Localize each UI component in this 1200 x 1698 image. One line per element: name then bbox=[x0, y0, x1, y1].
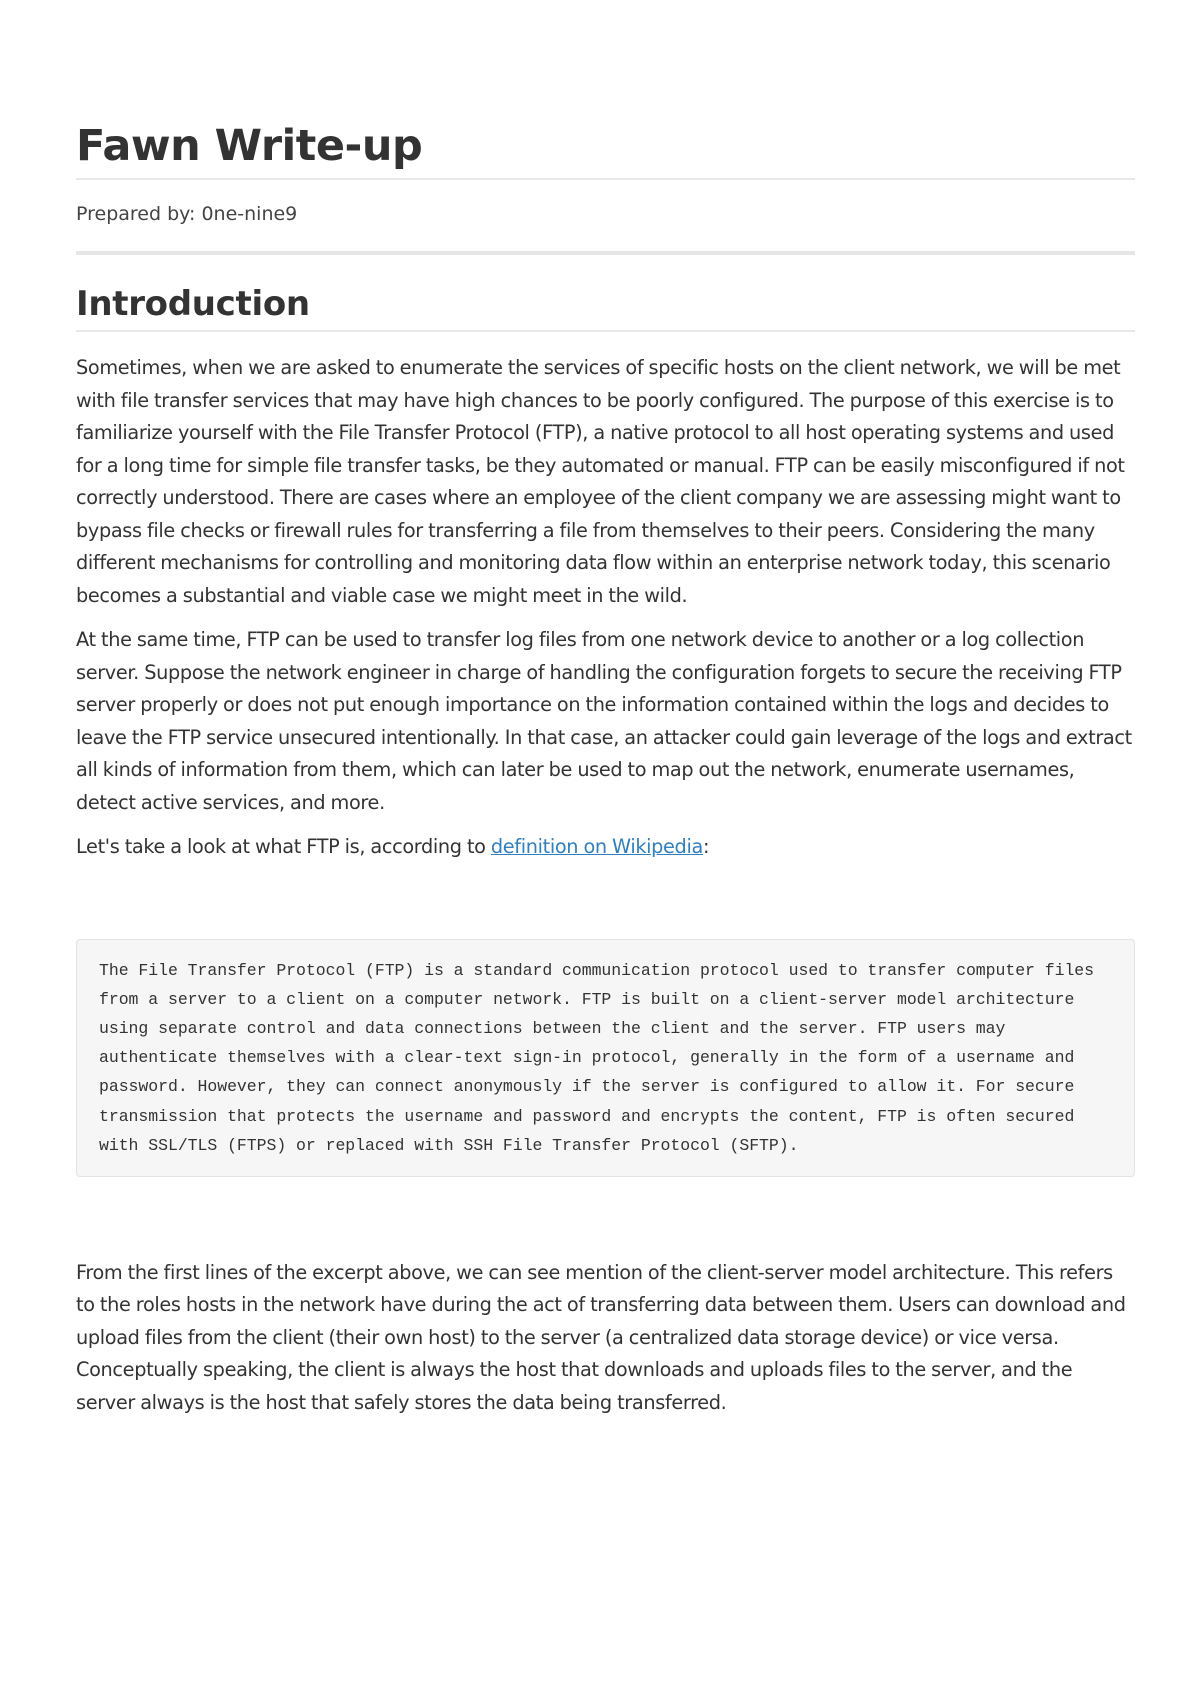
paragraph-text: : bbox=[702, 835, 710, 858]
section-heading-introduction: Introduction bbox=[76, 284, 310, 324]
intro-paragraph-2: At the same time, FTP can be used to transfer log files from one network device to another or a log collection server. Suppose the network engineer in charge of handling the configuration forgets to secure the receiving FTP server properly or does not put enough importance on the information contained within the logs and decides to leave the FTP service unsecured intentionally. In that case, an attacker could gain leverage of the logs and extract all kinds of information from them, which can later be used to map out the network, enumerate usernames, detect active services, and more. bbox=[76, 628, 1132, 814]
intro-paragraph-1: Sometimes, when we are asked to enumerate the services of specific hosts on the client network, we will be met with file transfer services that may have high chances to be poorly configured. The purpose of this exercise is to familiarize yourself with the File Transfer Protocol (FTP), a native protocol to all host operating systems and used for a long time for simple file transfer tasks, be they automated or manual. FTP can be easily misconfigured if not correctly understood. There are cases where an employee of the client company we are assessing might want to bypass file checks or firewall rules for transferring a file from themselves to their peers. Considering the many different mechanisms for controlling and monitoring data flow within an enterprise network today, this scenario becomes a substantial and viable case we might meet in the wild. bbox=[76, 356, 1125, 607]
section-divider bbox=[76, 330, 1135, 332]
intro-paragraph-4: From the first lines of the excerpt above, we can see mention of the client-server model architecture. This refers to the roles hosts in the network have during the act of transferring data between them. Users can download and upload files from the client (their own host) to the server (a centralized data storage device) or vice versa. Conceptually speaking, the client is always the host that downloads and uploads files to the server, and the server always is the host that safely stores the data being transferred. bbox=[76, 1260, 1126, 1414]
byline-divider bbox=[76, 251, 1135, 255]
title-divider bbox=[76, 178, 1135, 180]
wikipedia-quote-block: The File Transfer Protocol (FTP) is a standard communication protocol used to transfer computer files from a server to a client on a computer network. FTP is built on a client-server model architecture using separate control and data connections between the client and the server. FTP users may authenticate themselves with a clear-text sign-in protocol, generally in the form of a username and password. However, they can connect anonymously if the server is configured to allow it. For secure transmission that protects the username and password and encrypts the content, FTP is often secured with SSL/TLS (FTPS) or replaced with SSH File Transfer Protocol (SFTP). bbox=[76, 939, 1135, 1177]
document-title: Fawn Write-up bbox=[76, 121, 423, 171]
author-byline: Prepared by: 0ne-nine9 bbox=[76, 203, 298, 225]
intro-paragraph-3 bbox=[76, 831, 1135, 864]
wikipedia-definition-link[interactable]: definition on Wikipedia bbox=[490, 835, 703, 858]
paragraph-text: Let's take a look at what FTP is, according to bbox=[76, 835, 491, 858]
